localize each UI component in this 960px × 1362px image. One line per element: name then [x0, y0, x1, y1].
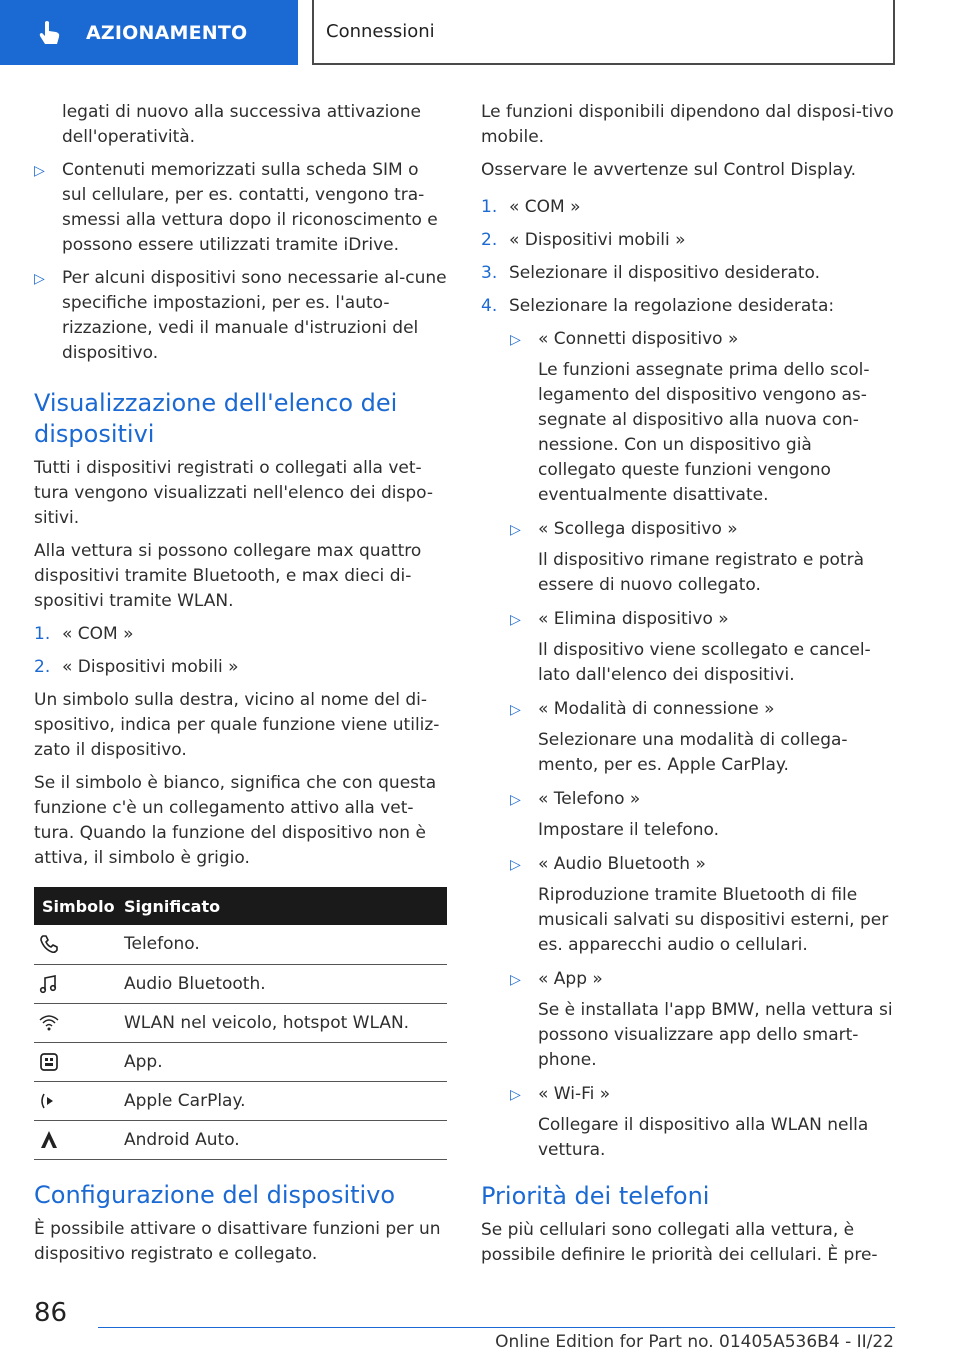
step-text: « COM »: [62, 624, 134, 644]
option-item: [481, 967, 895, 992]
option-description: Se è installata l'app BMW, nella vettura si possono visualizzare app dello smart-phone.: [538, 1000, 893, 1070]
paragraph: Osservare le avvertenze sul Control Display.: [481, 160, 857, 180]
table-header-symbol: Simbolo: [34, 887, 124, 925]
app-icon: [38, 1051, 60, 1073]
page-number: 86: [34, 1298, 68, 1328]
triangle-bullet-icon: ▷: [510, 612, 521, 628]
table-cell: Android Auto.: [124, 1120, 447, 1159]
step-text: « Dispositivi mobili »: [509, 230, 686, 250]
option-item: [481, 1082, 895, 1107]
option-item: [481, 852, 895, 877]
option-label: « Connetti dispositivo »: [538, 329, 739, 349]
paragraph: È possibile attivare o disattivare funzioni per un dispositivo registrato e collegato.: [34, 1218, 441, 1264]
option-description: Il dispositivo viene scollegato e cancel-lato dall'elenco dei dispositivi.: [538, 640, 871, 685]
intro-text: legati di nuovo alla successiva attivazione dell'operatività.: [62, 102, 421, 147]
section-heading: Configurazione del dispositivo: [34, 1180, 396, 1209]
option-label: « Scollega dispositivo »: [538, 519, 738, 539]
footer-edition: Online Edition for Part no. 01405A536B4 - II/22: [495, 1332, 894, 1352]
right-column: [481, 100, 895, 1276]
triangle-bullet-icon: ▷: [510, 792, 521, 808]
step-number: 2.: [481, 230, 498, 250]
table-cell: Audio Bluetooth.: [124, 964, 447, 1003]
step-number: 1.: [481, 197, 498, 217]
table-cell: WLAN nel veicolo, hotspot WLAN.: [124, 1003, 447, 1042]
step-item: [34, 622, 447, 647]
paragraph: Le funzioni disponibili dipendono dal disposi-tivo mobile.: [481, 102, 894, 147]
section-heading: Priorità dei telefoni: [481, 1182, 710, 1210]
table-row: [34, 964, 447, 1003]
section-title: AZIONAMENTO: [86, 21, 248, 44]
step-text: Selezionare il dispositivo desiderato.: [509, 263, 821, 283]
step-text: Selezionare la regolazione desiderata:: [509, 296, 835, 316]
table-row: [34, 1081, 447, 1120]
paragraph: Se più cellulari sono collegati alla vettura, è possibile definire le priorità dei cellulari. È pre-: [481, 1220, 878, 1265]
option-description: Il dispositivo rimane registrato e potrà essere di nuovo collegato.: [538, 550, 864, 595]
option-label: « Audio Bluetooth »: [538, 854, 706, 874]
symbol-table: [34, 887, 447, 1160]
step-item: [34, 655, 447, 680]
wifi-icon: [38, 1012, 60, 1034]
option-item: [481, 327, 895, 352]
bullet-text: Contenuti memorizzati sulla scheda SIM o sul cellulare, per es. contatti, vengono tra-smessi alla vettura dopo il riconoscimento e possono essere utilizzati tramite iDrive.: [62, 160, 438, 255]
chapter-title: Connessioni: [326, 21, 435, 42]
bullet-text: Per alcuni dispositivi sono necessarie al-cune specifiche impostazioni, per es. l'auto-rizzazione, vedi il manuale d'istruzioni del dispositivo.: [62, 268, 447, 363]
step-text: « COM »: [509, 197, 581, 217]
paragraph: Alla vettura si possono collegare max quattro dispositivi tramite Bluetooth, e max dieci di-spositivi tramite WLAN.: [34, 541, 422, 611]
footer-divider: [98, 1327, 895, 1328]
option-label: « Elimina dispositivo »: [538, 609, 729, 629]
music-note-icon: [38, 973, 60, 995]
triangle-bullet-icon: ▷: [34, 163, 45, 179]
option-item: [481, 517, 895, 542]
step-number: 2.: [34, 657, 51, 677]
triangle-bullet-icon: ▷: [510, 857, 521, 873]
section-heading: Visualizzazione dell'elenco dei dispositivi: [34, 389, 398, 448]
option-item: [481, 787, 895, 812]
table-cell: App.: [124, 1042, 447, 1081]
option-description: Le funzioni assegnate prima dello scol-legamento del dispositivo vengono as-segnate al dispositivo alla nuova con-nessione. Con un dispositivo già collegato queste funzioni vengono eventualmente disattivate.: [538, 360, 870, 505]
step-item: [481, 228, 895, 253]
option-description: Collegare il dispositivo alla WLAN nella vettura.: [538, 1115, 869, 1160]
option-label: « App »: [538, 969, 603, 989]
table-row: [34, 925, 447, 964]
option-item: [481, 607, 895, 632]
section-tab: [0, 0, 298, 65]
triangle-bullet-icon: ▷: [510, 1087, 521, 1103]
triangle-bullet-icon: ▷: [34, 271, 45, 287]
hand-pointer-icon: [36, 19, 64, 47]
paragraph: Se il simbolo è bianco, significa che con questa funzione c'è un collegamento attivo alla vet-tura. Quando la funzione del dispositivo non è attiva, il simbolo è grigio.: [34, 773, 437, 868]
paragraph: Un simbolo sulla destra, vicino al nome del di-spositivo, indica per quale funzione viene utiliz-zato il dispositivo.: [34, 690, 440, 760]
android-auto-icon: [38, 1129, 60, 1151]
table-header-meaning: Significato: [124, 887, 447, 925]
step-number: 3.: [481, 263, 498, 283]
list-item: [34, 266, 447, 366]
phone-icon: [38, 933, 60, 955]
triangle-bullet-icon: ▷: [510, 972, 521, 988]
option-description: Selezionare una modalità di collega-mento, per es. Apple CarPlay.: [538, 730, 848, 775]
step-text: « Dispositivi mobili »: [62, 657, 239, 677]
table-row: [34, 1120, 447, 1159]
step-item: [481, 195, 895, 220]
step-number: 1.: [34, 624, 51, 644]
table-row: [34, 1003, 447, 1042]
option-item: [481, 697, 895, 722]
option-label: « Wi-Fi »: [538, 1084, 611, 1104]
carplay-icon: [38, 1090, 60, 1112]
triangle-bullet-icon: ▷: [510, 522, 521, 538]
chapter-box: [312, 0, 895, 65]
triangle-bullet-icon: ▷: [510, 332, 521, 348]
table-cell: Telefono.: [124, 925, 447, 964]
step-number: 4.: [481, 296, 498, 316]
step-item: [481, 294, 895, 319]
table-row: [34, 1042, 447, 1081]
list-item: [34, 158, 447, 258]
step-item: [481, 261, 895, 286]
option-description: Riproduzione tramite Bluetooth di file musicali salvati su dispositivi esterni, per es. apparecchi audio o cellulari.: [538, 885, 889, 955]
option-label: « Telefono »: [538, 789, 641, 809]
option-label: « Modalità di connessione »: [538, 699, 775, 719]
paragraph: Tutti i dispositivi registrati o collegati alla vet-tura vengono visualizzati nell'elenco dei dispo-sitivi.: [34, 458, 433, 528]
triangle-bullet-icon: ▷: [510, 702, 521, 718]
table-cell: Apple CarPlay.: [124, 1081, 447, 1120]
left-column: [34, 100, 447, 1275]
option-description: Impostare il telefono.: [538, 820, 720, 840]
